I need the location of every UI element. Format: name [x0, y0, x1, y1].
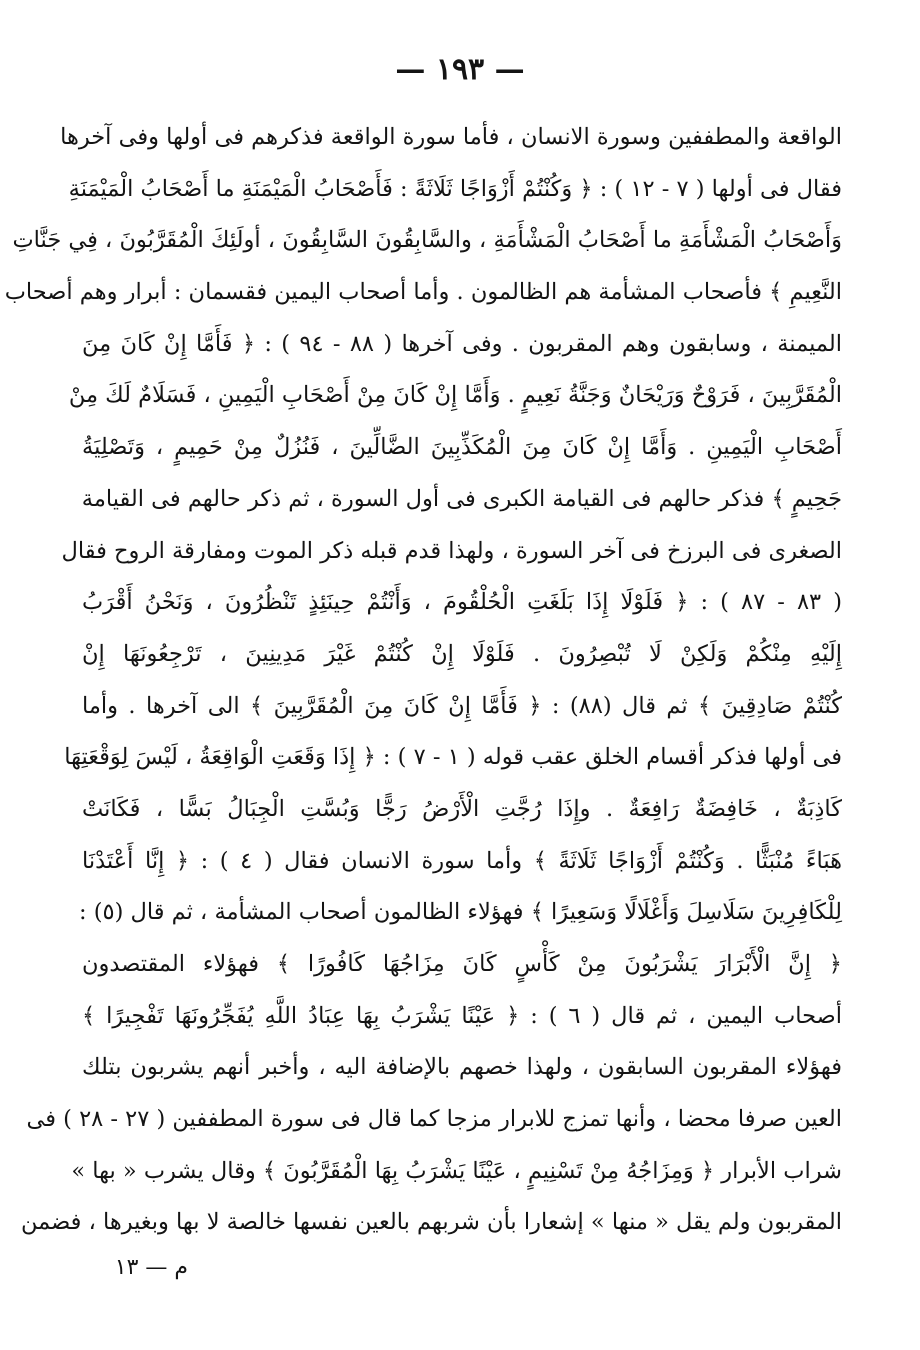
text-line: المقربون ولم يقل « منها » إشعارا بأن شربهم بالعين نفسها خالصة لا بها وبغيرها ، فضمن — [21, 1209, 842, 1236]
text-line: وَأَصْحَابُ الْمَشْأَمَةِ ما أَصْحَابُ الْمَشْأَمَةِ ، والسَّابِقُونَ السَّابِقُونَ ، أولَئِكَ الْمُقَرَّبُونَ ، فِي جَنَّاتِ — [12, 227, 842, 254]
text-line: شراب الأبرار ﴿ وَمِزَاجُهُ مِنْ تَسْنِيمٍ ، عَيْنًا يَشْرَبُ بِهَا الْمُقَرَّبُونَ ﴾ وقال يشرب « بها » — [71, 1157, 842, 1184]
text-line: كُنْتُمْ صَادِقِينَ ﴾ ثم قال (٨٨) : ﴿ فَأَمَّا إِنْ كَانَ مِنَ الْمُقَرَّبِينَ ﴾ الى آخرها . وأما — [82, 692, 842, 719]
text-line: فقال فى أولها ( ٧ - ١٢ ) : ﴿ وَكُنْتُمْ أَزْوَاجًا ثَلَاثَةً : فَأَصْحَابُ الْمَيْمَنَةِ ما أَصْحَابُ الْمَيْمَنَةِ — [68, 175, 842, 202]
text-line: ﴿ إِنَّ الْأَبْرَارَ يَشْرَبُونَ مِنْ كَأْسٍ كَانَ مِزَاجُهَا كَافُورًا ﴾ فهؤلاء المقتصدون — [82, 951, 842, 977]
signature-mark: م — ١٣ — [114, 1255, 188, 1280]
text-line: الصغرى فى البرزخ فى آخر السورة ، ولهذا قدم قبله ذكر الموت ومفارقة الروح فقال — [61, 537, 842, 564]
text-line: الواقعة والمطففين وسورة الانسان ، فأما سورة الواقعة فذكرهم فى أولها وفى آخرها — [60, 124, 842, 150]
text-line: الْمُقَرَّبِينَ ، فَرَوْحٌ وَرَيْحَانٌ وَجَنَّةُ نَعِيمٍ . وَأَمَّا إِنْ كَانَ مِنْ أَصْحَابِ الْيَمِينِ ، فَسَلَامٌ لَكَ مِنْ — [68, 382, 842, 409]
text-line: فى أولها فذكر أقسام الخلق عقب قوله ( ١ - ٧ ) : ﴿ إِذَا وَقَعَتِ الْوَاقِعَةُ ، لَيْسَ لِوَقْعَتِهَا — [64, 744, 842, 771]
text-line: كَاذِبَةٌ ، خَافِضَةٌ رَافِعَةٌ . وإِذَا رُجَّتِ الْأَرْضُ رَجًّا وَبُسَّتِ الْجِبَالُ بَسًّا ، فَكَانَتْ — [82, 795, 842, 822]
text-line: إِلَيْهِ مِنْكُمْ وَلَكِنْ لَا تُبْصِرُونَ . فَلَوْلَا إِنْ كُنْتُمْ غَيْرَ مَدِينِينَ ، تَرْجِعُونَهَا إِنْ — [82, 640, 842, 667]
text-line: فهؤلاء المقربون السابقون ، ولهذا خصهم بالإضافة اليه ، وأخبر أنهم يشربون بتلك — [82, 1054, 842, 1081]
text-line: أَصْحَابِ الْيَمِينِ . وَأَمَّا إِنْ كَانَ مِنَ الْمُكَذِّبِينَ الضَّالِّينَ ، فَنُزُلٌ مِنْ حَمِيمٍ ، وَتَصْلِيَةُ — [82, 434, 842, 461]
text-line: لِلْكَافِرِينَ سَلَاسِلَ وَأَغْلَالًا وَسَعِيرًا ﴾ فهؤلاء الظالمون أصحاب المشأمة ، ثم قال (٥) : — [78, 899, 842, 926]
text-line: هَبَاءً مُنْبَثًّا . وَكُنْتُمْ أَزْوَاجًا ثَلَاثَةً ﴾ وأما سورة الانسان فقال ( ٤ ) : ﴿ إِنَّا أَعْتَدْنَا — [82, 847, 842, 874]
text-line: ( ٨٣ - ٨٧ ) : ﴿ فَلَوْلَا إِذَا بَلَغَتِ الْحُلْقُومَ ، وَأَنْتُمْ حِينَئِذٍ تَنْظُرُونَ ، وَنَحْنُ أَقْرَبُ — [82, 589, 842, 616]
text-line: أصحاب اليمين ، ثم قال ( ٦ ) : ﴿ عَيْنًا يَشْرَبُ بِهَا عِبَادُ اللَّهِ يُفَجِّرُونَهَا تَفْجِيرًا ﴾ — [82, 1002, 842, 1029]
body-text — [4, 112, 842, 1249]
page-number: — ١٩٣ — — [395, 52, 525, 87]
text-line: العين صرفا محضا ، وأنها تمزج للابرار مزجا كما قال فى سورة المطففين ( ٢٧ - ٢٨ ) فى — [26, 1106, 842, 1133]
text-line: الميمنة ، وسابقون وهم المقربون . وفى آخرها ( ٨٨ - ٩٤ ) : ﴿ فَأَمَّا إِنْ كَانَ مِنَ — [82, 330, 842, 357]
text-line: النَّعِيمِ ﴾ فأصحاب المشأمة هم الظالمون . وأما أصحاب اليمين فقسمان : أبرار وهم أصحاب — [4, 279, 842, 306]
text-line: جَحِيمٍ ﴾ فذكر حالهم فى القيامة الكبرى فى أول السورة ، ثم ذكر حالهم فى القيامة — [81, 485, 842, 512]
